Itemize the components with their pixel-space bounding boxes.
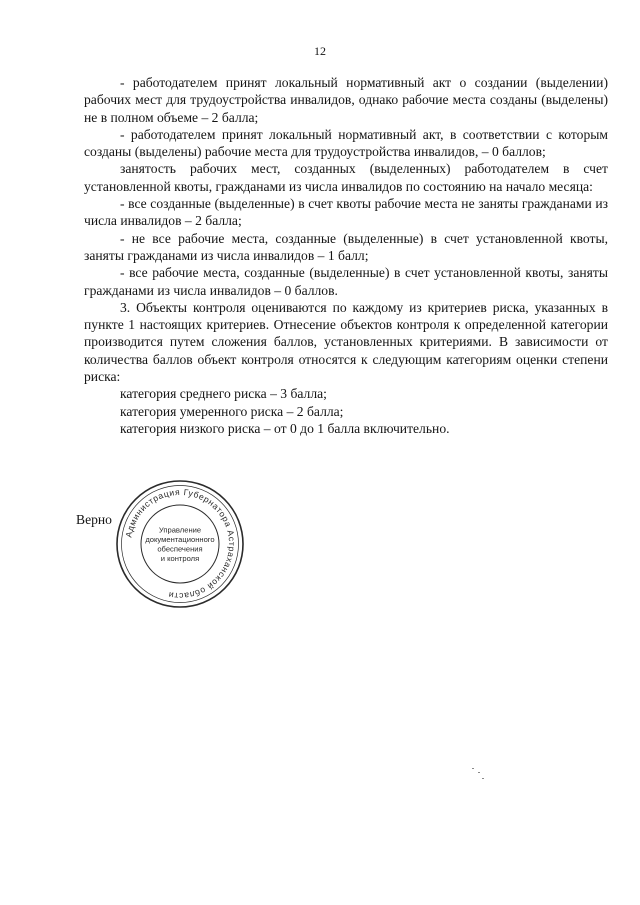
risk-category-item: категория умеренного риска – 2 балла; <box>120 403 344 419</box>
paragraph: - работодателем принят локальный нормативный акт, в соответствии с которым созданы (выделены) рабочие места для трудоустройства инвалидов, – 0 баллов; <box>84 126 608 160</box>
risk-category-item: категория низкого риска – от 0 до 1 балла включительно. <box>120 420 450 436</box>
risk-category-item: категория среднего риска – 3 балла; <box>120 386 327 402</box>
paragraph: - все рабочие места, созданные (выделенные) в счет установленной квоты, заняты гражданами из числа инвалидов – 0 баллов. <box>84 265 608 298</box>
paragraph: - не все рабочие места, созданные (выделенные) в счет установленной квоты, заняты гражданами из числа инвалидов – 1 балл; <box>84 230 608 263</box>
paragraph: занятость рабочих мест, созданных (выделенных) работодателем в счет установленной квоты, гражданами из числа инвалидов по состоянию на начало месяца: <box>84 161 608 194</box>
scan-speck <box>472 768 474 769</box>
paragraph: - работодателем принят локальный нормативный акт о создании (выделении) рабочих мест для трудоустройства инвалидов, однако рабочие места созданы (выделены) не в полном объеме – 2 балла; <box>84 75 608 125</box>
official-seal <box>114 478 246 610</box>
scan-speck <box>482 778 484 779</box>
seal-center-line: документационного <box>145 534 215 544</box>
seal-center-line: обеспечения <box>157 544 203 554</box>
seal-center-line: и контроля <box>160 553 200 563</box>
paragraph: - все созданные (выделенные) в счет квоты рабочие места не заняты гражданами из числа инвалидов – 2 балла; <box>84 196 608 229</box>
paragraph: 3. Объекты контроля оцениваются по каждому из критериев риска, указанных в пункте 1 настоящих критериев. Отнесение объектов контроля к определенной категории производится путем сложения баллов, установленных критериями. В зависимости от количества баллов объект контроля относятся к следующим категориям оценки степени риска: <box>84 299 608 385</box>
scan-speck <box>478 772 480 773</box>
certification-verno: Верно <box>76 512 112 527</box>
seal-center-line: Управление <box>158 525 202 535</box>
page-number: 12 <box>314 44 326 58</box>
document-body <box>84 74 608 437</box>
svg-text:Администрация Губернатора Астр: Администрация Губернатора Астраханской области <box>123 486 238 602</box>
